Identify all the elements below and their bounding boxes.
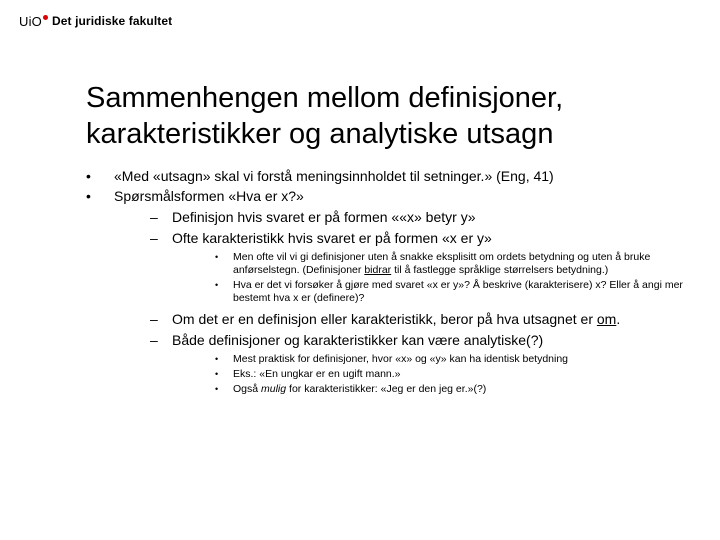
bullet-marker: • (86, 168, 91, 184)
bullet-list (86, 166, 706, 400)
title-line-2: karakteristikker og analytiske utsagn (86, 118, 554, 150)
sub-sub-list (172, 251, 706, 305)
bullet-marker: • (86, 188, 91, 204)
sub-bullet-text: Ofte karakteristikk hvis svaret er på formen «x er y» (172, 230, 492, 246)
title-line-1: Sammenhengen mellom definisjoner, (86, 82, 564, 114)
bullet-marker: • (215, 354, 219, 364)
text-part: Også (233, 383, 262, 395)
sub-sub-list-item (172, 383, 706, 396)
bullet-text: «Med «utsagn» skal vi forstå meningsinnholdet til setninger.» (Eng, 41) (114, 168, 554, 184)
dash-marker: – (150, 209, 158, 225)
list-item (86, 186, 706, 396)
sub-list-item (114, 309, 706, 330)
text-part: Mest praktisk for definisjoner, hvor «x» og «y» kan ha identisk betydning (233, 353, 569, 365)
sub-list-item (114, 207, 706, 228)
sub-sub-list (172, 353, 706, 396)
text-part: Hva er det vi forsøker å gjøre med svaret «x er y»? Å beskrive (karakterisere) x? Eller å angi mer bestemt hva x er (definere)? (233, 279, 683, 304)
bullet-text: Spørsmålsformen «Hva er x?» (114, 188, 304, 204)
header (19, 12, 172, 30)
slide-title (86, 80, 706, 152)
bullet-marker: • (215, 280, 219, 290)
sub-list (114, 207, 706, 396)
logo-dot-icon (43, 15, 48, 20)
sub-sub-list-item (172, 353, 706, 366)
uio-logo (19, 15, 48, 28)
faculty-name: Det juridiske fakultet (52, 14, 173, 28)
text-part: Men ofte vil vi gi definisjoner uten å snakke eksplisitt om ordets betydning og uten å bruke anførselstegn. (Definisjoner (233, 251, 651, 276)
bullet-marker: • (215, 384, 219, 394)
logo-text: UiO (19, 13, 42, 29)
sub-list-item (114, 228, 706, 305)
text-part: Om det er en definisjon eller karakteristikk, beror på hva utsagnet er (172, 311, 597, 327)
dash-marker: – (150, 332, 158, 348)
dash-marker: – (150, 311, 158, 327)
text-part: for karakteristikker: «Jeg er den jeg er.»(?) (286, 383, 487, 395)
underlined-word: bidrar (364, 264, 392, 276)
italic-word: mulig (261, 383, 287, 395)
text-part: . (616, 311, 621, 327)
bullet-marker: • (215, 252, 219, 262)
sub-bullet-text: Både definisjoner og karakteristikker kan være analytiske(?) (172, 332, 544, 348)
dash-marker: – (150, 230, 158, 246)
underlined-word: om (596, 311, 617, 327)
sub-list-item (114, 330, 706, 396)
list-item (86, 166, 706, 186)
sub-sub-list-item (172, 251, 706, 277)
text-part: Eks.: «En ungkar er en ugift mann.» (233, 368, 401, 380)
sub-sub-list-item (172, 279, 706, 305)
text-part: til å fastlegge språklige størrelsers betydning.) (391, 264, 609, 276)
sub-bullet-text: Definisjon hvis svaret er på formen ««x» betyr y» (172, 209, 476, 225)
sub-sub-list-item (172, 368, 706, 381)
bullet-marker: • (215, 369, 219, 379)
